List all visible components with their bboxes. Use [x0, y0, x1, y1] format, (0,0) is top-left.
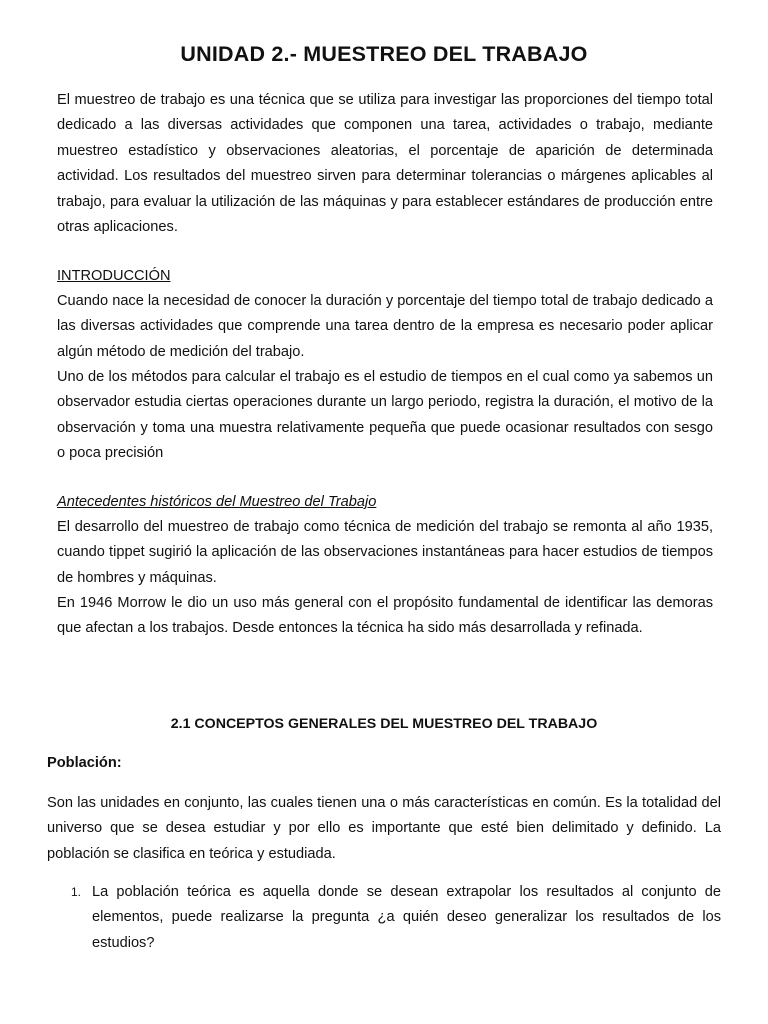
poblacion-list — [71, 880, 721, 956]
antecedentes-paragraph-2: En 1946 Morrow le dio un uso más general con el propósito fundamental de identificar las demoras que afectan a los trabajos. Desde entonces la técnica ha sido más desarrollada y refinada. — [57, 595, 713, 637]
page-title: UNIDAD 2.- MUESTREO DEL TRABAJO — [180, 42, 588, 66]
list-item — [71, 880, 721, 956]
antecedentes-heading: Antecedentes históricos del Muestreo del Trabajo — [57, 494, 377, 510]
poblacion-paragraph: Son las unidades en conjunto, las cuales tienen una o más características en común. Es la totalidad del universo que se desea estudiar y por ello es importante que esté bien delimitado y definido. La población se clasifica en teórica y estudiada. — [47, 795, 721, 862]
poblacion-label: Población: — [47, 755, 122, 771]
introduccion-heading: INTRODUCCIÓN — [57, 268, 171, 284]
list-item-number: 1. — [71, 885, 82, 899]
intro-paragraph: El muestreo de trabajo es una técnica que se utiliza para investigar las proporciones del tiempo total dedicado a las diversas actividades que componen una tarea, actividades o trabajo, mediante muestreo estadístico y observaciones aleatorias, el porcentaje de aparición de determinada actividad. Los resultados del muestreo sirven para determinar tolerancias o márgenes aplicables al trabajo, para evaluar la utilización de las máquinas y para establecer estándares de producción entre otras aplicaciones. — [57, 92, 713, 236]
antecedentes-paragraph-1: El desarrollo del muestreo de trabajo como técnica de medición del trabajo se remonta al año 1935, cuando tippet sugirió la aplicación de las observaciones instantáneas para hacer estudios de tiempos de hombres y máquinas. — [57, 519, 713, 586]
list-item-text: La población teórica es aquella donde se desean extrapolar los resultados al conjunto de elementos, puede realizarse la pregunta ¿a quién deseo generalizar los resultados de los estudios? — [92, 884, 721, 951]
introduccion-paragraph-2: Uno de los métodos para calcular el trabajo es el estudio de tiempos en el cual como ya sabemos un observador estudia ciertas operaciones durante un largo periodo, registra la duración, el motivo de la observación y toma una muestra relativamente pequeña que puede ocasionar resultados con sesgo o poca precisión — [57, 369, 713, 462]
introduccion-paragraph-1: Cuando nace la necesidad de conocer la duración y porcentaje del tiempo total de trabajo dedicado a las diversas actividades que comprende una tarea dentro de la empresa es necesario poder aplicar algún método de medición del trabajo. — [57, 293, 713, 360]
section-title: 2.1 CONCEPTOS GENERALES DEL MUESTREO DEL TRABAJO — [170, 716, 598, 732]
